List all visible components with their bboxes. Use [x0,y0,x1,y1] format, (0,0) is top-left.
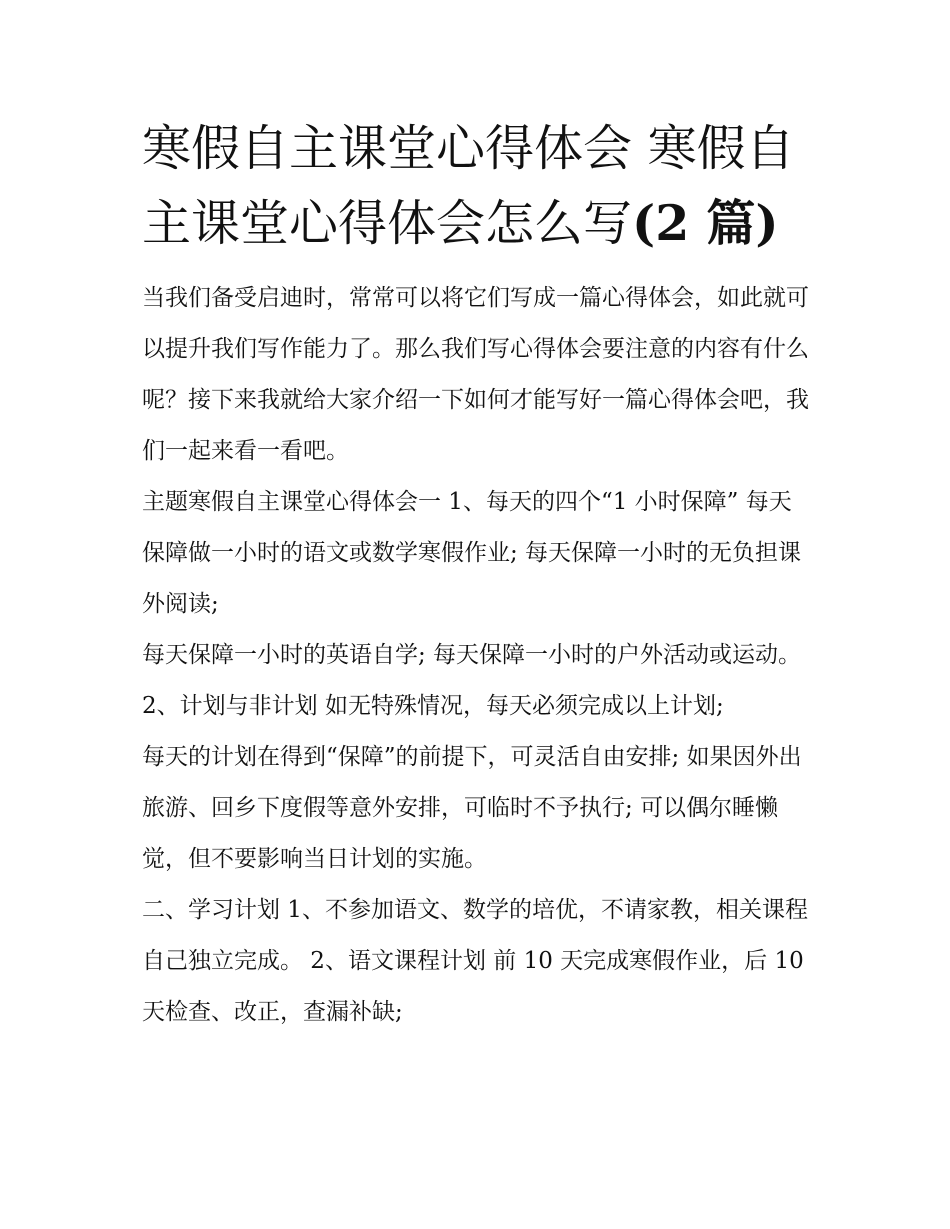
title-suffix: (2 篇) [632,194,779,252]
paragraph-study-plan: 二、学习计划 1、不参加语文、数学的培优，不请家教，相关课程自己独立完成。 2、语文课程计划 前 10 天完成寒假作业，后 10 天检查、改正，查漏补缺; [142,897,808,1025]
paragraph-intro: 当我们备受启迪时，常常可以将它们写成一篇心得体会，如此就可以提升我们写作能力了。那么我们写心得体会要注意的内容有什么呢？接下来我就给大家介绍一下如何才能写好一篇心得体会吧，我们一起来看一看吧。 [142,285,809,464]
paragraph-flexible-plan: 每天的计划在得到“保障”的前提下，可灵活自由安排; 如果因外出旅游、回乡下度假等意外安排，可临时不予执行; 可以偶尔睡懒觉，但不要影响当日计划的实施。 [142,744,802,872]
paragraph-theme-one: 主题寒假自主课堂心得体会一 1、每天的四个“1 小时保障” 每天保障做一小时的语文或数学寒假作业; 每天保障一小时的无负担课外阅读; [142,489,802,617]
title-text: 寒假自主课堂心得体会 寒假自主课堂心得体会怎么写 [142,120,795,252]
document-body [142,112,814,1038]
document-title [142,112,814,261]
paragraph-english-outdoor: 每天保障一小时的英语自学; 每天保障一小时的户外活动或运动。 2、计划与非计划 如无特殊情况，每天必须完成以上计划; [142,642,802,719]
